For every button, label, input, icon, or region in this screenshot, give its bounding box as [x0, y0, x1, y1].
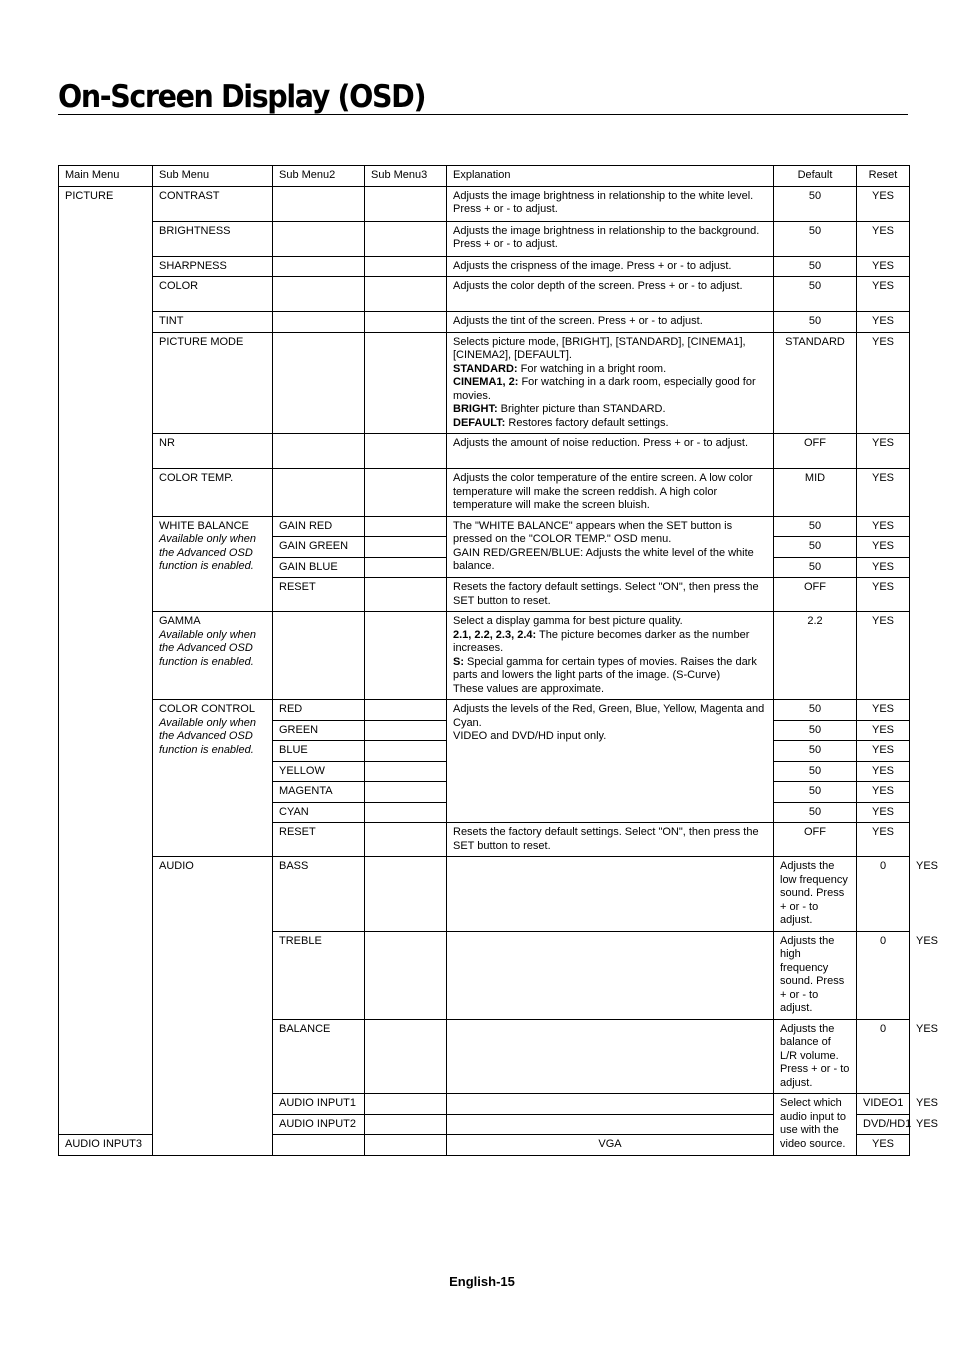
- reset-value: YES: [857, 802, 910, 823]
- empty-cell: [365, 802, 447, 823]
- explanation-line: [453, 376, 767, 403]
- sub-menu-label: GAMMA: [159, 615, 201, 627]
- term: 2.1, 2.2, 2.3, 2.4:: [453, 628, 537, 641]
- empty-cell: [365, 332, 447, 434]
- table-row: [59, 612, 910, 700]
- default-value: 50: [774, 256, 857, 277]
- empty-cell: [365, 823, 447, 857]
- reset-value: YES: [857, 277, 910, 312]
- default-value: 50: [774, 557, 857, 578]
- table-row: [59, 516, 910, 537]
- sub-menu2-yellow: YELLOW: [273, 761, 365, 782]
- explanation-text: These values are approximate.: [453, 682, 605, 695]
- default-value: MID: [774, 469, 857, 517]
- table-row: [59, 332, 910, 434]
- header-sub-menu: Sub Menu: [153, 166, 273, 187]
- empty-cell: [365, 557, 447, 578]
- sub-menu-treble: TREBLE: [273, 931, 365, 1019]
- default-value: 50: [774, 186, 857, 221]
- main-menu-picture: PICTURE: [59, 186, 153, 1135]
- sub-menu2-cyan: CYAN: [273, 802, 365, 823]
- sub-menu-label: COLOR CONTROL: [159, 703, 255, 715]
- explanation-text: Select a display gamma for best picture quality.: [453, 615, 683, 627]
- sub-menu-audio-input2: AUDIO INPUT2: [273, 1114, 365, 1135]
- header-reset: Reset: [857, 166, 910, 187]
- default-value: 50: [774, 700, 857, 721]
- osd-table: [58, 165, 939, 1156]
- explanation: [447, 612, 774, 700]
- explanation: Resets the factory default settings. Select "ON", then press the SET button to reset.: [447, 823, 774, 857]
- explanation-text: VIDEO and DVD/HD input only.: [453, 730, 607, 742]
- reset-value: YES: [857, 557, 910, 578]
- default-value: 50: [774, 720, 857, 741]
- explanation: Adjusts the color temperature of the entire screen. A low color temperature will make the screen reddish. A high color temperature will make the screen bluish.: [447, 469, 774, 517]
- explanation: Adjusts the high frequency sound. Press + or - to adjust.: [774, 931, 857, 1019]
- empty-cell: [365, 612, 447, 700]
- sub-menu-color: COLOR: [153, 277, 273, 312]
- reset-value: YES: [857, 434, 910, 469]
- term: DEFAULT:: [453, 416, 506, 429]
- sub-menu-audio-input3: AUDIO INPUT3: [59, 1135, 153, 1156]
- reset-value: YES: [857, 782, 910, 803]
- empty-cell: [273, 612, 365, 700]
- empty-cell: [365, 516, 447, 537]
- default-value: VIDEO1: [857, 1094, 910, 1115]
- table-row: [59, 221, 910, 256]
- advanced-osd-note: Available only when the Advanced OSD function is enabled.: [159, 716, 257, 756]
- sub-menu-white-balance: [153, 516, 273, 612]
- reset-value: YES: [857, 1135, 910, 1156]
- reset-value: YES: [857, 256, 910, 277]
- explanation-line: [453, 656, 767, 683]
- reset-value: YES: [857, 741, 910, 762]
- main-menu-audio: AUDIO: [153, 857, 273, 1156]
- header-explanation: Explanation: [447, 166, 774, 187]
- sub-menu-sharpness: SHARPNESS: [153, 256, 273, 277]
- sub-menu-bass: BASS: [273, 857, 365, 932]
- table-row: AUDIO BASS Adjusts the low frequency sound. Press + or - to adjust. 0 YES: [59, 857, 910, 932]
- reset-value: YES: [857, 332, 910, 434]
- table-row: [59, 186, 910, 221]
- empty-cell: [273, 1135, 365, 1156]
- term: BRIGHT:: [453, 403, 498, 415]
- explanation-line: [453, 363, 767, 377]
- sub-menu-audio-input1: AUDIO INPUT1: [273, 1094, 365, 1115]
- table-header-row: [59, 166, 910, 187]
- default-value: OFF: [774, 578, 857, 612]
- explanation: Adjusts the color depth of the screen. Press + or - to adjust.: [447, 277, 774, 312]
- empty-cell: [447, 1094, 774, 1115]
- explanation-line: [453, 403, 767, 417]
- sub-menu-color-temp: COLOR TEMP.: [153, 469, 273, 517]
- empty-cell: [365, 1114, 447, 1135]
- explanation-text: The "WHITE BALANCE" appears when the SET button is pressed on the "COLOR TEMP." OSD menu.: [453, 519, 733, 545]
- table-row: BALANCE Adjusts the balance of L/R volume. Press + or - to adjust. 0 YES: [59, 1019, 910, 1094]
- empty-cell: [365, 720, 447, 741]
- default-value: 2.2: [774, 612, 857, 700]
- empty-cell: [447, 1114, 774, 1135]
- empty-cell: [365, 741, 447, 762]
- empty-cell: [365, 312, 447, 333]
- explanation: Resets the factory default settings. Select "ON", then press the SET button to reset.: [447, 578, 774, 612]
- empty-cell: [273, 221, 365, 256]
- empty-cell: [365, 761, 447, 782]
- sub-menu2-green: GREEN: [273, 720, 365, 741]
- table-row: [59, 277, 910, 312]
- empty-cell: [365, 782, 447, 803]
- sub-menu2-gain-blue: GAIN BLUE: [273, 557, 365, 578]
- empty-cell: [365, 277, 447, 312]
- explanation: Adjusts the low frequency sound. Press + or - to adjust.: [774, 857, 857, 932]
- default-value: 50: [774, 221, 857, 256]
- sub-menu-color-control: [153, 700, 273, 857]
- empty-cell: [365, 578, 447, 612]
- default-value: VGA: [447, 1135, 774, 1156]
- term: CINEMA1, 2:: [453, 376, 519, 388]
- empty-cell: [273, 256, 365, 277]
- sub-menu2-magenta: MAGENTA: [273, 782, 365, 803]
- default-value: 0: [857, 931, 910, 1019]
- reset-value: YES: [857, 221, 910, 256]
- term: S:: [453, 655, 464, 668]
- reset-value: YES: [857, 186, 910, 221]
- sub-menu2-red: RED: [273, 700, 365, 721]
- empty-cell: [365, 469, 447, 517]
- explanation-line: [453, 629, 767, 656]
- default-value: OFF: [774, 434, 857, 469]
- sub-menu-balance: BALANCE: [273, 1019, 365, 1094]
- default-value: 50: [774, 802, 857, 823]
- default-value: 50: [774, 537, 857, 558]
- advanced-osd-note: Available only when the Advanced OSD function is enabled.: [159, 628, 257, 668]
- term-desc: The picture becomes darker as the number increases.: [453, 628, 750, 654]
- table-row: TREBLE Adjusts the high frequency sound. Press + or - to adjust. 0 YES: [59, 931, 910, 1019]
- term-desc: For watching in a dark room, especially good for movies.: [453, 376, 756, 402]
- table-row: AUDIO INPUT1 Select which audio input to use with the video source. VIDEO1 YES: [59, 1094, 910, 1115]
- explanation: [447, 516, 774, 578]
- default-value: 50: [774, 782, 857, 803]
- explanation: Adjusts the tint of the screen. Press + or - to adjust.: [447, 312, 774, 333]
- empty-cell: [365, 931, 447, 1019]
- default-value: DVD/HD1: [857, 1114, 910, 1135]
- empty-cell: [365, 857, 447, 932]
- explanation: Adjusts the amount of noise reduction. Press + or - to adjust.: [447, 434, 774, 469]
- empty-cell: [273, 469, 365, 517]
- header-default: Default: [774, 166, 857, 187]
- explanation-text: Selects picture mode, [BRIGHT], [STANDARD], [CINEMA1], [CINEMA2], [DEFAULT].: [453, 335, 746, 361]
- sub-menu-label: WHITE BALANCE: [159, 519, 249, 532]
- reset-value: YES: [857, 516, 910, 537]
- reset-value: YES: [857, 469, 910, 517]
- term: STANDARD:: [453, 362, 518, 375]
- header-sub-menu2: Sub Menu2: [273, 166, 365, 187]
- page-number: English-15: [449, 1274, 515, 1289]
- default-value: 50: [774, 312, 857, 333]
- sub-menu2-reset: RESET: [273, 578, 365, 612]
- empty-cell: [447, 1019, 774, 1094]
- empty-cell: [365, 1135, 447, 1156]
- sub-menu-tint: TINT: [153, 312, 273, 333]
- empty-cell: [365, 434, 447, 469]
- explanation: Adjusts the crispness of the image. Press + or - to adjust.: [447, 256, 774, 277]
- table-row: [59, 469, 910, 517]
- default-value: 50: [774, 741, 857, 762]
- table-row: [59, 434, 910, 469]
- sub-menu-picture-mode: PICTURE MODE: [153, 332, 273, 434]
- reset-value: YES: [857, 612, 910, 700]
- empty-cell: [273, 434, 365, 469]
- sub-menu2-gain-red: GAIN RED: [273, 516, 365, 537]
- explanation: [447, 332, 774, 434]
- term-desc: Special gamma for certain types of movies. Raises the dark parts and lowers the light parts of the image. (S-Curve): [453, 655, 757, 681]
- sub-menu-contrast: CONTRAST: [153, 186, 273, 221]
- default-value: STANDARD: [774, 332, 857, 434]
- reset-value: YES: [857, 761, 910, 782]
- empty-cell: [447, 931, 774, 1019]
- empty-cell: [365, 186, 447, 221]
- empty-cell: [365, 1019, 447, 1094]
- page-title: On-Screen Display (OSD): [58, 79, 426, 115]
- empty-cell: [365, 537, 447, 558]
- empty-cell: [365, 256, 447, 277]
- title-rule: [58, 114, 908, 115]
- table-row: AUDIO INPUT2 DVD/HD1 YES: [59, 1114, 910, 1135]
- explanation-text: GAIN RED/GREEN/BLUE: Adjusts the white level of the white balance.: [453, 546, 754, 572]
- reset-value: YES: [857, 700, 910, 721]
- empty-cell: [273, 277, 365, 312]
- empty-cell: [273, 312, 365, 333]
- empty-cell: [365, 221, 447, 256]
- explanation: Select which audio input to use with the video source.: [774, 1094, 857, 1156]
- default-value: 50: [774, 761, 857, 782]
- header-main-menu: Main Menu: [59, 166, 153, 187]
- sub-menu2-gain-green: GAIN GREEN: [273, 537, 365, 558]
- reset-value: YES: [857, 537, 910, 558]
- term-desc: Restores factory default settings.: [505, 416, 669, 429]
- term-desc: For watching in a bright room.: [517, 362, 667, 375]
- sub-menu-brightness: BRIGHTNESS: [153, 221, 273, 256]
- explanation: Adjusts the image brightness in relationship to the background. Press + or - to adjust.: [447, 221, 774, 256]
- explanation: Adjusts the image brightness in relationship to the white level. Press + or - to adjust.: [447, 186, 774, 221]
- term-desc: Brighter picture than STANDARD.: [497, 403, 666, 415]
- reset-value: YES: [857, 578, 910, 612]
- default-value: 50: [774, 277, 857, 312]
- empty-cell: [447, 857, 774, 932]
- default-value: 50: [774, 516, 857, 537]
- table-row: [59, 312, 910, 333]
- default-value: 0: [857, 857, 910, 932]
- empty-cell: [365, 1094, 447, 1115]
- header-sub-menu3: Sub Menu3: [365, 166, 447, 187]
- reset-value: YES: [857, 823, 910, 857]
- empty-cell: [365, 700, 447, 721]
- explanation-line: [453, 417, 767, 431]
- table-row: [59, 256, 910, 277]
- explanation: Adjusts the balance of L/R volume. Press + or - to adjust.: [774, 1019, 857, 1094]
- explanation: [447, 700, 774, 823]
- empty-cell: [273, 186, 365, 221]
- explanation-text: Adjusts the levels of the Red, Green, Blue, Yellow, Magenta and Cyan.: [453, 703, 765, 729]
- empty-cell: [273, 332, 365, 434]
- sub-menu2-reset: RESET: [273, 823, 365, 857]
- reset-value: YES: [857, 312, 910, 333]
- default-value: OFF: [774, 823, 857, 857]
- reset-value: YES: [857, 720, 910, 741]
- advanced-osd-note: Available only when the Advanced OSD function is enabled.: [159, 533, 257, 572]
- sub-menu-nr: NR: [153, 434, 273, 469]
- default-value: 0: [857, 1019, 910, 1094]
- sub-menu2-blue: BLUE: [273, 741, 365, 762]
- table-row: [59, 700, 910, 721]
- sub-menu-gamma: [153, 612, 273, 700]
